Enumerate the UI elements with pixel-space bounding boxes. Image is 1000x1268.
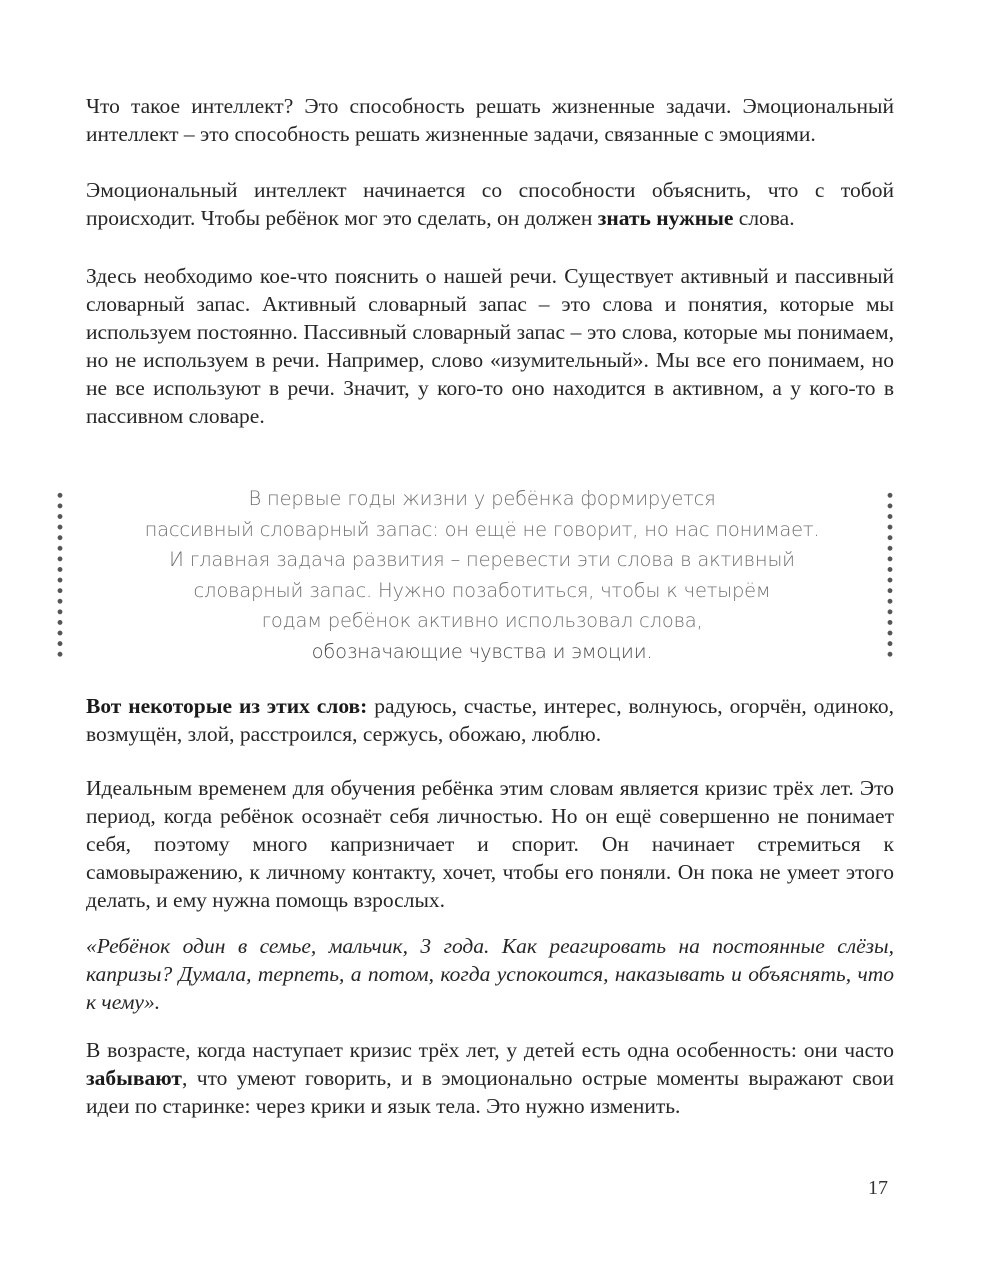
- callout-text: [122, 484, 842, 667]
- callout-line: словарный запас. Нужно позаботиться, чтобы к четырём: [193, 578, 771, 602]
- callout-line: обозначающие чувства и эмоции.: [311, 639, 653, 663]
- paragraph-text: радуюсь, счастье, интерес, волнуюсь, огорчён, одиноко, возмущён, злой, расстроился, сержусь, обожаю, люблю.: [86, 694, 894, 746]
- callout-line: годам ребёнок активно использовал слова,: [261, 609, 703, 632]
- bold-phrase: знать нужные: [597, 206, 734, 230]
- callout-line: пассивный словарный запас: он ещё не говорит, но нас понимает.: [144, 517, 820, 541]
- bold-phrase: забывают: [86, 1066, 182, 1090]
- dotted-border-right: [886, 490, 894, 660]
- paragraph-word-list: [86, 692, 894, 748]
- paragraph-text: , что умеют говорить, и в эмоционально острые моменты выражают свои идеи по старинке: через крики и язык тела. Это нужно изменить.: [86, 1066, 894, 1118]
- paragraph-emotional-intelligence: [86, 176, 894, 232]
- paragraph-quote: [86, 932, 894, 1016]
- paragraph-text: Здесь необходимо кое-что пояснить о нашей речи. Существует активный и пассивный словарный запас. Активный словарный запас – это слова и понятия, которые мы используем постоянно. Пассивный словарный запас – это слова, которые мы понимаем, но не используем в речи. Например, слово «изумительный». Мы все его понимаем, но не все используют в речи. Значит, у кого-то оно находится в активном, а у кого-то в пассивном словаре.: [86, 264, 894, 428]
- paragraph-text: В возрасте, когда наступает кризис трёх лет, у детей есть одна особенность: они часто: [86, 1038, 894, 1062]
- paragraph-text: слова.: [733, 206, 795, 230]
- paragraph-text: Что такое интеллект? Это способность решать жизненные задачи. Эмоциональный интеллект – это способность решать жизненные задачи, связанные с эмоциями.: [86, 94, 894, 146]
- paragraph-intelligence: [86, 92, 894, 148]
- page-number: 17: [868, 1177, 888, 1199]
- paragraph-vocabulary: [86, 262, 894, 430]
- bold-phrase: Вот некоторые из этих слов:: [86, 694, 368, 718]
- paragraph-text: Идеальным временем для обучения ребёнка этим словам является кризис трёх лет. Это период, когда ребёнок осознаёт себя личностью. Но он ещё совершенно не понимает себя, поэтому много капризничает и спорит. Он начинает стремиться к самовыражению, к личному контакту, хочет, чтобы его поняли. Он пока не умеет этого делать, и ему нужна помощь взрослых.: [86, 776, 894, 912]
- callout-line: В первые годы жизни у ребёнка формируется: [248, 487, 716, 510]
- callout-line: И главная задача развития – перевести эти слова в активный: [169, 548, 795, 571]
- callout-block: [52, 484, 912, 664]
- paragraph-text: Эмоциональный интеллект начинается со способности объяснить, что с тобой происходит. Чтобы ребёнок мог это сделать, он должен: [86, 178, 894, 230]
- paragraph-forgetting: [86, 1036, 894, 1120]
- dotted-border-left: [56, 490, 64, 660]
- paragraph-crisis: [86, 774, 894, 914]
- paragraph-text: «Ребёнок один в семье, мальчик, 3 года. Как реагировать на постоянные слёзы, капризы? Думала, терпеть, а потом, когда успокоится, наказывать и объяснять, что к чему».: [86, 934, 894, 1014]
